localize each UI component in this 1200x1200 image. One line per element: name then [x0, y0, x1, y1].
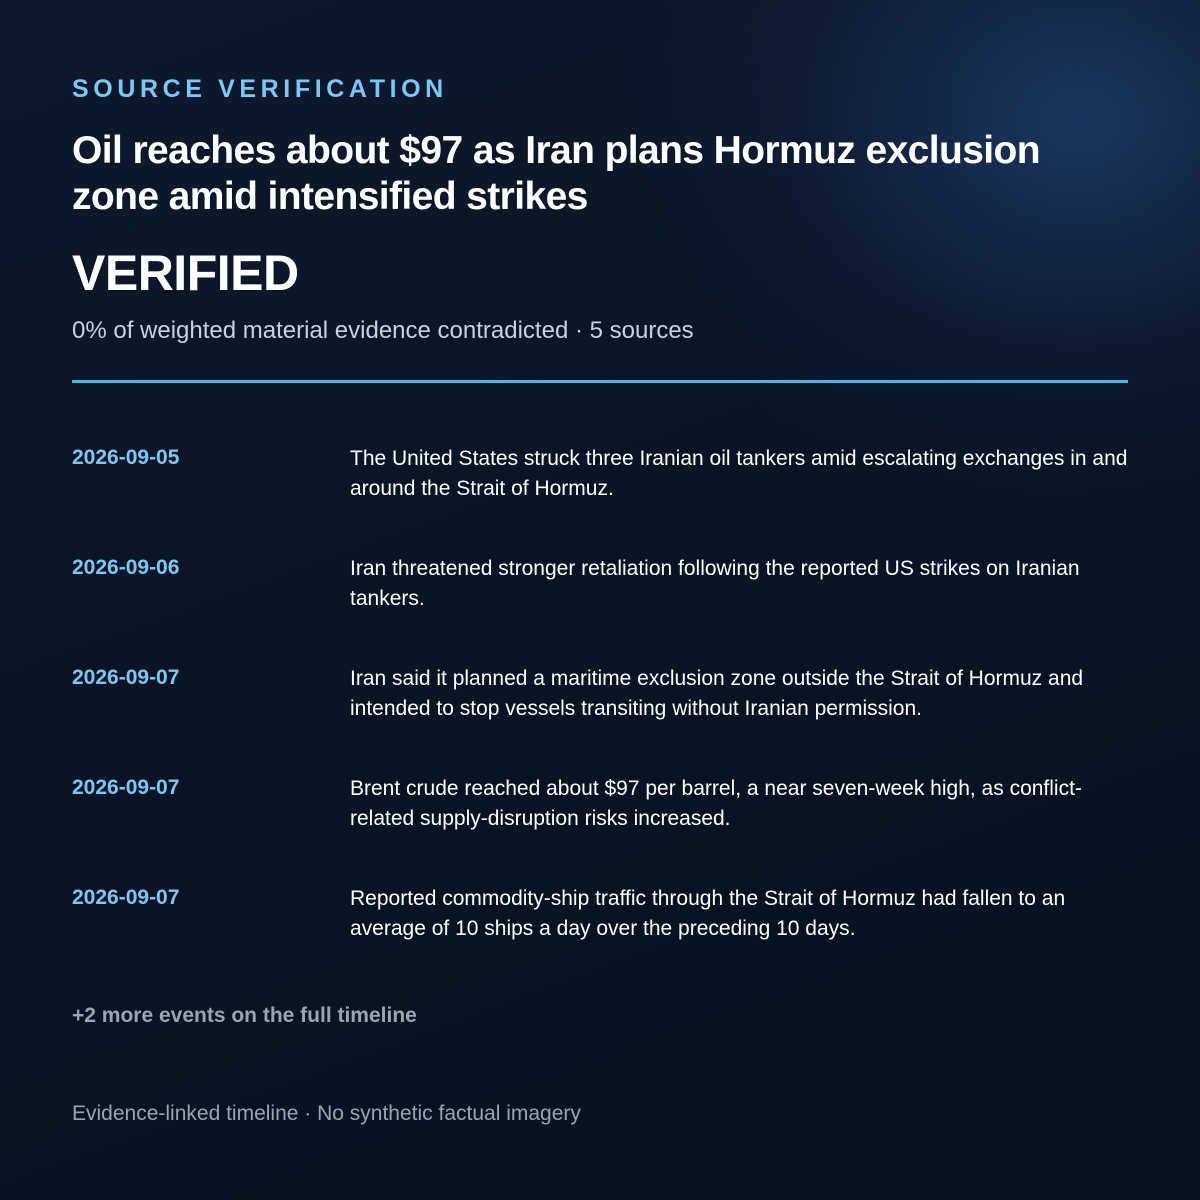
verification-card	[72, 72, 1128, 1128]
event-date: 2026-09-06	[72, 556, 180, 579]
event-description: The United States struck three Iranian oil tankers amid escalating exchanges in and around the Strait of Hormuz.	[350, 447, 1128, 500]
divider-rule	[72, 380, 1128, 383]
event-date: 2026-09-07	[72, 666, 180, 689]
timeline-event	[72, 444, 1128, 554]
event-description: Iran threatened stronger retaliation following the reported US strikes on Iranian tankers.	[350, 557, 1080, 610]
eyebrow-label: SOURCE VERIFICATION	[72, 75, 448, 103]
verdict-label: VERIFIED	[72, 245, 299, 301]
event-description: Iran said it planned a maritime exclusion zone outside the Strait of Hormuz and intended to stop vessels transiting without Iranian permission.	[350, 667, 1084, 720]
timeline-event	[72, 554, 1128, 664]
timeline-list	[72, 444, 1128, 994]
event-date: 2026-09-05	[72, 446, 180, 469]
event-description: Reported commodity-ship traffic through the Strait of Hormuz had fallen to an average of 10 ships a day over the preceding 10 days.	[350, 887, 1066, 940]
timeline-event	[72, 774, 1128, 884]
more-events-link[interactable]: +2 more events on the full timeline	[72, 1004, 417, 1027]
evidence-summary: 0% of weighted material evidence contradicted · 5 sources	[72, 317, 694, 344]
footer-note: Evidence-linked timeline · No synthetic factual imagery	[72, 1102, 581, 1125]
timeline-event	[72, 664, 1128, 774]
event-description: Brent crude reached about $97 per barrel, a near seven-week high, as conflict-related supply-disruption risks increased.	[350, 777, 1082, 830]
event-date: 2026-09-07	[72, 886, 180, 909]
timeline-event	[72, 884, 1128, 994]
event-date: 2026-09-07	[72, 776, 180, 799]
headline-title: Oil reaches about $97 as Iran plans Hormuz exclusion zone amid intensified strikes	[72, 129, 1040, 218]
